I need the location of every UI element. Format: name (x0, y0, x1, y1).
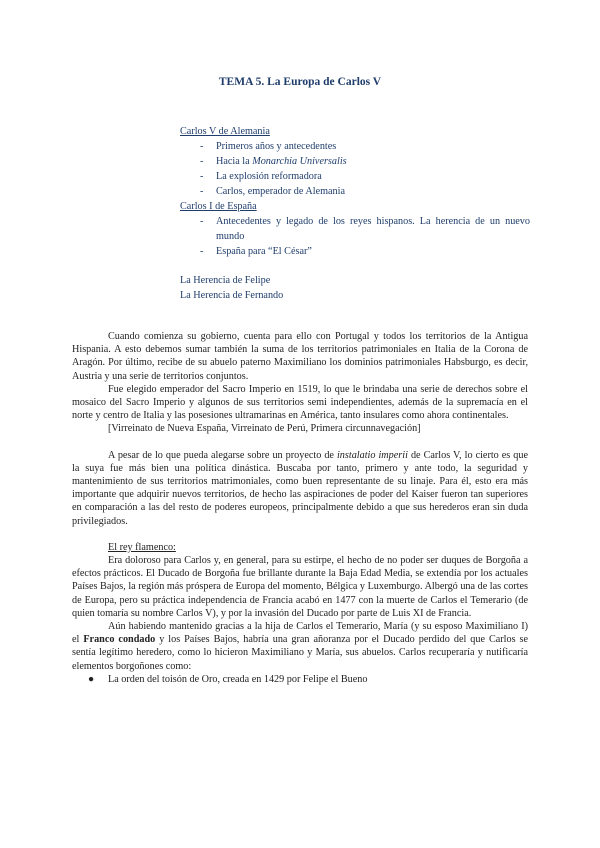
toc-item[interactable]: - Carlos, emperador de Alemania (200, 186, 345, 197)
list-item: ● La orden del toisón de Oro, creada en 1429 por Felipe el Bueno (88, 673, 368, 685)
document-body (72, 330, 528, 686)
paragraph: Era doloroso para Carlos y, en general, para su estirpe, el hecho de no poder ser duques de Borgoña a efectos prácticos. El Ducado de Borgoña fue brillante durante la Baja Edad Media, se extendía por los actuales Países Bajos, la región más próspera de Europa del momento, Bélgica y Luxemburgo. Albergó una de las cortes de Europa, pero su práctica independencia de Francia acabó en 1477 con la muerte de Carlos el Temerario (de quien tomaría su nombre Carlos V), y por la invasión del Ducado por parte de Luis XI de Francia. (72, 555, 528, 619)
paragraph: A pesar de lo que pueda alegarse sobre un proyecto de instalatio imperii de Carlos V, lo cierto es que la suya fue más bien una política dinástica. Buscaba por tanto, primero y ante todo, la seguridad y mantenimiento de sus territorios matrimoniales, como buen representante de su linaje. Para él, esto era más importante que adquirir nuevos territorios, de hecho las aspiraciones de poder del Kaiser fueron tan superiores en comparación a las del resto de poderes europeos, principalmente debido a que sus herederos eran sin duda privilegiados. (72, 449, 528, 527)
toc-item[interactable]: - La explosión reformadora (200, 171, 322, 182)
paragraph: Cuando comienza su gobierno, cuenta para ello con Portugal y todos los territorios de la Antigua Hispania. A esto debemos sumar también la suma de los territorios patrimoniales en Italia de la Corona de Aragón. Por último, recibe de su abuelo paterno Maximiliano los dominios patrimoniales Habsburgo, es decir, Austria y una serie de territorios conjuntos. (72, 331, 528, 382)
section-heading: El rey flamenco: (108, 541, 176, 553)
paragraph-bracket-note: [Virreinato de Nueva España, Virreinato de Perú, Primera circunnavegación] (108, 423, 421, 435)
toc-item[interactable]: - Primeros años y antecedentes (200, 141, 337, 152)
toc-section-carlos-v[interactable]: Carlos V de Alemania (180, 126, 270, 137)
toc-item[interactable]: - Hacia la Monarchia Universalis (200, 156, 347, 167)
toc-section-fernando[interactable]: La Herencia de Fernando (180, 290, 284, 301)
toc-item[interactable]: - España para “El César” (200, 246, 312, 257)
toc-section-felipe[interactable]: La Herencia de Felipe (180, 275, 271, 286)
paragraph: Fue elegido emperador del Sacro Imperio en 1519, lo que le brindaba una serie de derechos sobre el mosaico del Sacro Imperio y algunos de sus territorios semi independientes, además de la supremacía en el norte y centro de Italia y las posesiones ultramarinas en América, tanto insulares como ahora continentales. (72, 383, 528, 422)
paragraph: Aún habiendo mantenido gracias a la hija de Carlos el Temerario, María (y su esposo Maximiliano I) el Franco condado y los Países Bajos, habría una gran añoranza por el Ducado perdido del que Carlos se sentía legítimo heredero, como lo hicieron Maximiliano y María, sus abuelos. Carlos recuperaría y nutificaría elementos borgoñones como: (72, 621, 529, 672)
toc-section-carlos-i[interactable]: Carlos I de España (180, 201, 257, 212)
toc-item[interactable]: - Antecedentes y legado de los reyes hispanos. La herencia de un nuevo mundo (200, 216, 530, 242)
table-of-contents (180, 124, 530, 303)
bullet-list (72, 673, 528, 686)
page-title: TEMA 5. La Europa de Carlos V (218, 76, 382, 88)
bullet-icon: ● (88, 673, 95, 685)
